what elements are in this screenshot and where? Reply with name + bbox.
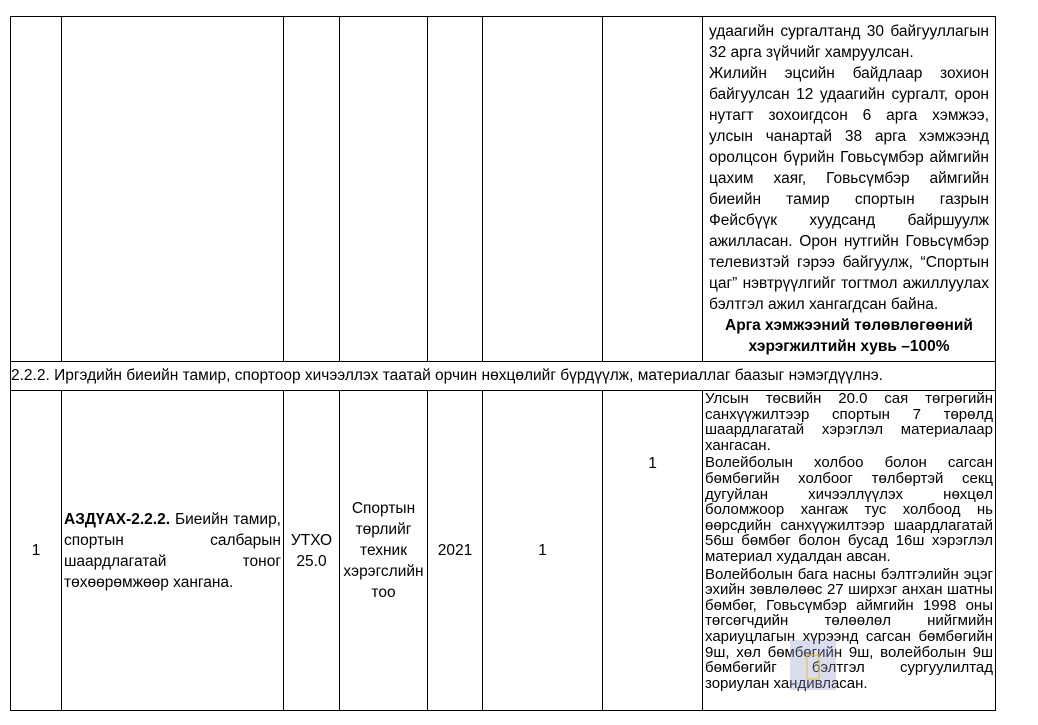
cell-year-empty	[428, 17, 483, 362]
section-heading: 2.2.2. Иргэдийн биеийн тамир, спортоор хичээллэх таатай орчин нөхцөлийг бүрдүүлж, материаллаг баазыг нэмэгдүүлнэ.	[11, 362, 996, 391]
cell-progress	[703, 391, 996, 711]
cell-number-empty	[11, 17, 62, 362]
watermark-image	[790, 640, 836, 690]
progress-paragraph: Волейболын холбоо болон сагсан бөмбөгийн холбоог төлбөртэй секц дугуйлан хичээллүүлэх нөхцөл боломжоор хангаж тус холбоод нь өөрсдийн санхүүжилтээр шаардлагатай 56ш бөмбөг болон бусад 16ш хэрэглэл материал худалдан авсан.	[705, 454, 993, 565]
watermark-icon	[806, 654, 820, 680]
cell-goal	[62, 391, 284, 711]
progress-paragraph: Волейболын бага насны бэлтгэлийн эцэг эхийн зөвлөлөөс 27 ширхэг анхан шатны бөмбөг, Говьсүмбэр аймгийн 1998 оны төгсөгчдийн төлөөлөл нийгмийн хариуцлагын хүрээнд сагсан бөмбөгийн 9ш, хөл бөмбөгийн 9ш, волейболын 9ш бөмбөгийг бэлтгэл сургуулилтад зориулан хандивласан.	[705, 565, 993, 692]
cell-number: 1	[11, 391, 62, 711]
cell-actual: 1	[603, 391, 703, 711]
table-row	[11, 391, 996, 711]
progress-paragraph: Жилийн эцсийн байдлаар зохион байгуулсан 12 удаагийн сургалт, орон нутагт зохоигдсон 6 арга хэмжээ, улсын чанартай 38 арга хэмжээнд оролцсон бүрийн Говьсүмбэр аймгийн цахим хаяг, Говьсүмбэр аймгийн биеийн тамир спортын газрын Фейсбүүк хуудсанд байршуулж ажилласан. Орон нутгийн Говьсүмбэр телевизтэй гэрээ байгуулж, “Спортын цаг” нэвтрүүлгийг тогтмол ажиллуулах бэлтгэл ажил хангагдсан байна.	[709, 65, 989, 313]
cell-actual-empty	[603, 17, 703, 362]
cell-progress-continued	[703, 17, 996, 362]
progress-paragraph: Улсын төсвийн 20.0 сая төгрөгийн санхүүжилтээр спортын 7 төрөлд шаардлагатай хэрэглэл материалаар хангасан.	[705, 390, 993, 454]
cell-indicator: Спортын төрлийг техник хэрэгслийн тоо	[340, 391, 428, 711]
cell-goal-empty	[62, 17, 284, 362]
goal-code: АЗДҮАХ-2.2.2.	[64, 510, 171, 528]
cell-indicator-empty	[340, 17, 428, 362]
cell-target: 1	[483, 391, 603, 711]
completion-percent: Арга хэмжээний төлөвлөгөөний хэрэгжилтийн хувь –100%	[725, 317, 973, 355]
section-heading-row	[11, 362, 996, 391]
report-table	[10, 16, 996, 711]
cell-year: 2021	[428, 391, 483, 711]
cell-target-empty	[483, 17, 603, 362]
progress-paragraph: удаагийн сургалтанд 30 байгууллагын 32 арга зүйчийг хамруулсан.	[709, 23, 989, 61]
cell-program-code: УТХО 25.0	[284, 391, 340, 711]
table-row-continued	[11, 17, 996, 362]
cell-program-empty	[284, 17, 340, 362]
goal-text: Биеийн тамир, спортын салбарын шаардлагатай тоног төхөөрөмжөөр хангана.	[64, 510, 281, 591]
